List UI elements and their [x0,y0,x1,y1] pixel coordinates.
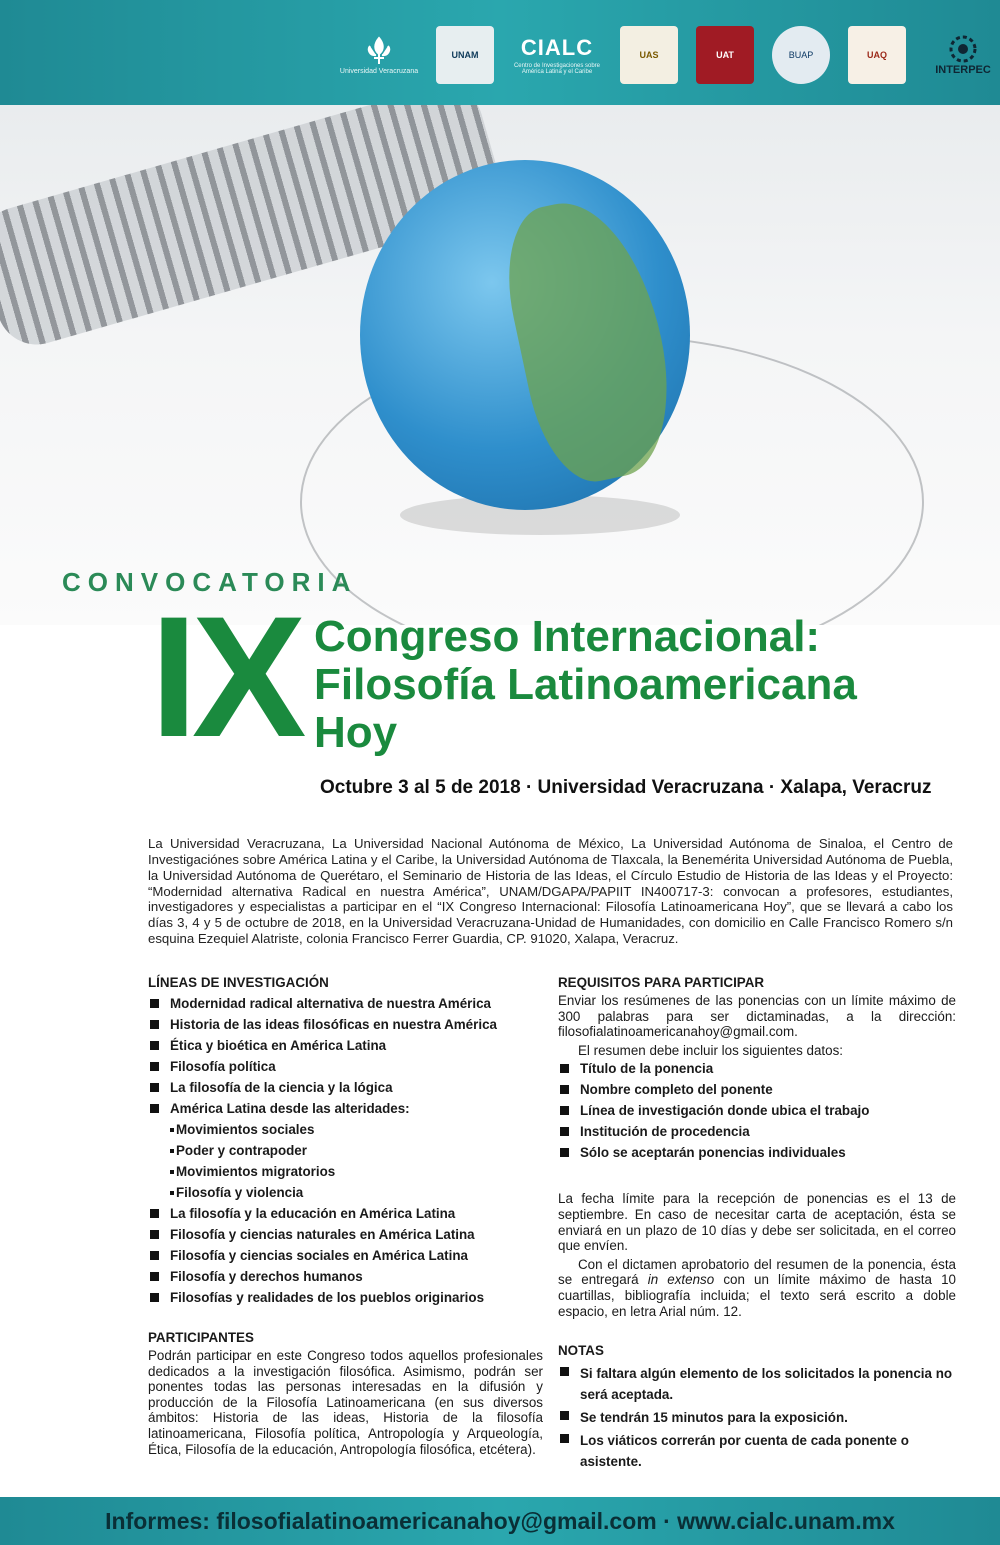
requisitos-heading: REQUISITOS PARA PARTICIPAR [558,975,765,990]
participantes-heading: PARTICIPANTES [148,1330,254,1345]
intro-paragraph: La Universidad Veracruzana, La Universidad Nacional Autónoma de México, La Universidad Autónoma de Sinaloa, el Centro de Investigaciónes sobre América Latina y el Caribe, la Universidad Autónoma de Tlaxcala, la Benemérita Universidad Autónoma de Puebla, la Universidad Autónoma de Querétaro, el Seminario de Historia de las Ideas, el Círculo Estudio de Historia de las Ideas y el Proyecto: “Modernidad alternativa Radical en nuestra América”, UNAM/DGAPA/PAPIIT IN400717-3: convocan a profesores, estudiantes, investigadores y especialistas a participar en el “IX Congreso Internacional: Filosofía Latinoamericana Hoy”, que se llevará a cabo los días 3, 4 y 5 de octubre de 2018, en la Universidad Veracruzana-Unidad de Humanidades, con domicilio en Calle Francisco Romero s/n esquina Ezequiel Alatriste, colonia Francisco Ferrer Guardia, CP. 91020, Xalapa, Veracruz. [148,836,953,946]
list-item: La filosofía y la educación en América Latina [148,1203,543,1224]
list-item: Los viáticos correrán por cuenta de cada ponente o asistente. [558,1428,956,1472]
contact-info: Informes: filosofialatinoamericanahoy@gmail.com · www.cialc.unam.mx [105,1507,895,1534]
list-item: Sólo se aceptarán ponencias individuales [558,1142,956,1163]
list-item: Filosofía política [148,1056,543,1077]
sponsor-logos [340,26,1000,84]
requisitos-text: Enviar los resúmenes de las ponencias con un límite máximo de 300 palabras para ser dictaminadas, a la dirección: filosofialatinoamericanahoy@gmail.com. [558,993,956,1040]
logo-cialc: CIALC Centro de Investigaciones sobre América Latina y el Caribe [513,35,601,75]
logo-buap: BUAP [772,26,830,84]
fleur-de-lis-icon [364,36,394,66]
requisitos-lead: El resumen debe incluir los siguientes datos: [578,1042,843,1058]
footer-banner [0,1497,1000,1545]
logo-uaq: UAQ [848,26,906,84]
logo-caption: Universidad Veracruzana [339,67,419,75]
notas-list [558,1361,956,1472]
congress-title: Congreso Internacional: Filosofía Latinoamericana Hoy [314,612,857,757]
alteridades-sublist [148,1119,543,1203]
participantes-text: Podrán participar en este Congreso todos aquellos profesionales dedicados a la investigación filosófica. Asimismo, podrán ser ponentes todas las personas interesadas en la difusión y producción de la Filosofía Latinoamericana (en sus diversos ámbitos: Historia de las ideas, Historia de la filosofía latinoamericana, Filosofía política, Antropología y Arqueología, Ética, Filosofía de la educación, Antropología filosófica, etcétera). [148,1348,543,1457]
convocatoria-label: CONVOCATORIA [62,567,358,597]
logo-universidad-veracruzana [340,26,418,84]
logo-uat: UAT [696,26,754,84]
header-banner [0,0,1000,105]
lineas-list [148,993,543,1119]
list-item: Historia de las ideas filosóficas en nuestra América [148,1014,543,1035]
list-item: Filosofía y derechos humanos [148,1266,543,1287]
sub-item: Filosofía y violencia [170,1182,543,1203]
list-item: Filosofía y ciencias naturales en América Latina [148,1224,543,1245]
fecha-limite-text: La fecha límite para la recepción de ponencias es el 13 de septiembre. En caso de necesitar carta de aceptación, ésta se enviará en un plazo de 10 días y debe ser solicitada, en el correo que envíen. [558,1191,956,1254]
sub-item: Movimientos sociales [170,1119,543,1140]
list-item: Se tendrán 15 minutos para la exposición. [558,1405,956,1428]
logo-unam: UNAM [436,26,494,84]
list-item: Modernidad radical alternativa de nuestra América [148,993,543,1014]
list-item: Línea de investigación donde ubica el trabajo [558,1100,956,1121]
list-item: América Latina desde las alteridades: [148,1098,543,1119]
notas-heading: NOTAS [558,1343,604,1359]
edition-numeral: IX [150,581,301,773]
list-item: Filosofías y realidades de los pueblos originarios [148,1287,543,1308]
lineas-heading: LÍNEAS DE INVESTIGACIÓN [148,975,329,990]
requisitos-list [558,1058,956,1163]
list-item: Ética y bioética en América Latina [148,1035,543,1056]
lineas-list-continued [148,1203,543,1308]
logo-interpec: INTERPEC [924,26,1000,84]
dictamen-text: Con el dictamen aprobatorio del resumen de la ponencia, ésta se entregará in extenso con un límite máximo de hasta 10 cuartillas, bibliografía incluida; el texto será escrito a doble espacio, en letra Arial núm. 12. [558,1256,956,1319]
interpec-emblem-icon [948,34,978,64]
list-item: Si faltara algún elemento de los solicitados la ponencia no será aceptada. [558,1361,956,1405]
list-item: Institución de procedencia [558,1121,956,1142]
logo-uas: UAS [620,26,678,84]
list-item: La filosofía de la ciencia y la lógica [148,1077,543,1098]
sub-item: Poder y contrapoder [170,1140,543,1161]
list-item: Título de la ponencia [558,1058,956,1079]
right-column [558,975,956,1472]
hero-image-crumpled-globe [0,105,1000,625]
sub-item: Movimientos migratorios [170,1161,543,1182]
event-dateline: Octubre 3 al 5 de 2018 · Universidad Veracruzana · Xalapa, Veracruz [320,777,932,798]
left-column [148,975,543,1457]
list-item: Filosofía y ciencias sociales en América Latina [148,1245,543,1266]
list-item: Nombre completo del ponente [558,1079,956,1100]
